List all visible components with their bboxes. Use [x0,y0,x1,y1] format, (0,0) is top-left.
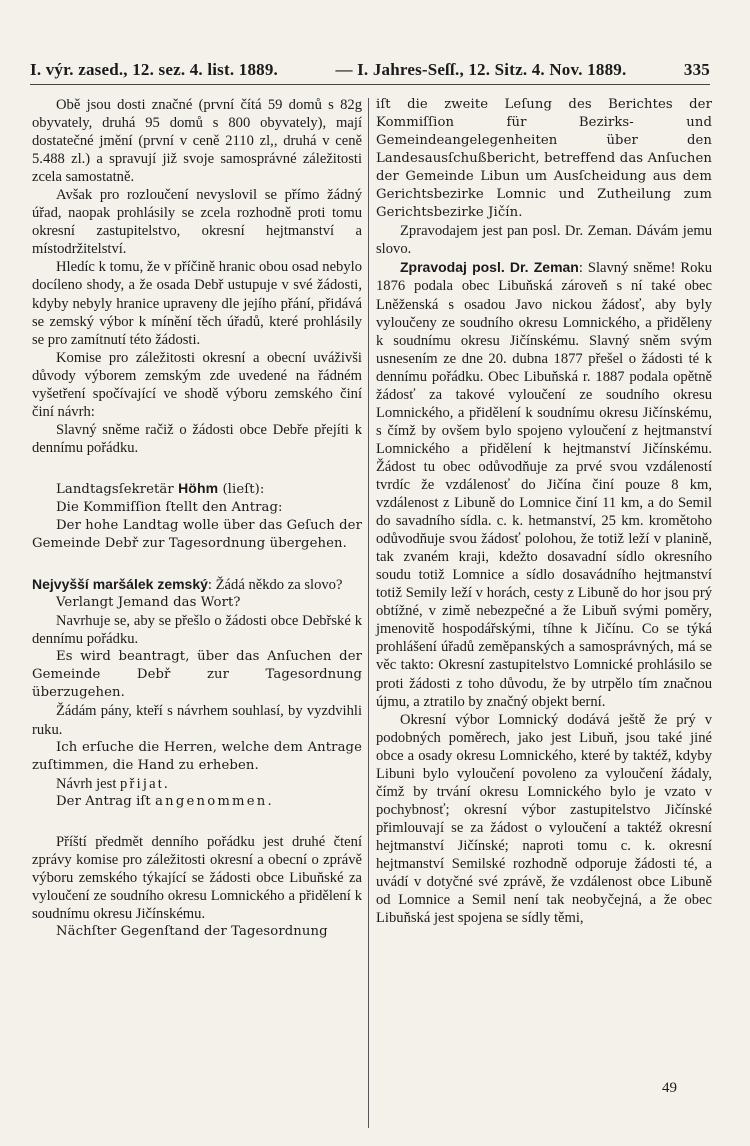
paragraph: Die Kommiſſion ſtellt den Antrag: [56,499,283,515]
running-header [30,60,710,80]
signature-number: 49 [662,1080,677,1096]
paragraph: Komise pro záležitosti okresní a obecní uváživši důvody výborem zemským zde uvedené na řádném vyšetření spočívající ve shodě výboru zemského činí činí návrh: [32,349,362,420]
speaker-name: Nejvyšší maršálek zemský [32,576,208,593]
paragraph: Verlangt Jemand das Wort? [56,595,241,611]
speaker-line: Landtagsſekretär Höhm (lieſt): [56,479,265,497]
paragraph: Zpravodajem jest pan posl. Dr. Zeman. Dávám jemu slovo. [376,223,712,258]
left-column [32,96,362,941]
paragraph: Der Antrag iſt angenommen. [56,793,272,809]
paragraph: iſt die zweite Leſung des Berichtes der Kommiſſion für Bezirks- und Gemeindeangelegenheiten über den Landesausſchußbericht, betreffend das Anſuchen der Gemeinde Libun um Ausſcheidung aus dem Gerichtsbezirke Lomnic und Zutheilung zum Gerichtsbezirke Jičín. [376,97,712,221]
paragraph: Hledíc k tomu, že v příčině hranic obou osad nebylo docíleno shody, a že osada Debř ustupuje v své žádosti, kdyby nebyly hranice upraveny dle jejího přání, přidává se zemský výbor k mínění těch úřadů, které prohlásily se pro zamítnutí této žádosti. [32,259,362,348]
paragraph: Ich erſuche die Herren, welche dem Antrage zuſtimmen, die Hand zu erheben. [32,739,362,773]
page-number: 335 [683,60,710,79]
paragraph: Der hohe Landtag wolle über das Geſuch der Gemeinde Debř zur Tagesordnung übergehen. [32,518,362,552]
right-column [376,96,712,927]
header-left: I. výr. zased., 12. sez. 4. list. 1889. [30,60,278,79]
paragraph: Okresní výbor Lomnický dodává ještě že prý v podobných poměrech, jako jest Libuň, jsou také jiné obce a osady okresu Lomnického, které by taktéž, kdyby Libuni bylo vyloučení povoleno za vyloučení žádaly, čímž by trvání okresu Lomnického bylo je vzato v pochybnosť; okresní výbor zastupitelstvo Jičínské přimlouvají se za žádost o vyloučení a taktéž okresní hejtmanství Jičínské; naproti tomu c. k. okresní hejtmanství Semilské rozhodně odporuje žádosti té, a uvádí v dotyčné své zprávě, že vzdálenost obce Libuně od Lomnice a Semil není tak neobyčejná, a že obec Libuňská jest spojena se sídly těmi, [376,711,712,927]
header-rule [30,84,710,85]
paragraph: Navrhuje se, aby se přešlo o žádosti obce Debřské k dennímu pořádku. [32,613,362,648]
speaker-name: Zpravodaj posl. Dr. Zeman [400,259,579,276]
paragraph: Avšak pro rozloučení nevyslovil se přímo žádný úřad, naopak prohlásily se zcela rozhodně proti tomu okresní zastupitelstvo, okresní hejtmanství a místodržitelství. [32,187,362,258]
column-divider [368,98,369,1128]
paragraph: Slavný sněme račiž o žádosti obce Debře přejíti k dennímu pořádku. [32,421,362,456]
speaker-name: Höhm [178,479,219,496]
paragraph: Nächſter Gegenſtand der Tagesordnung [56,923,328,939]
paragraph: Příští předmět denního pořádku jest druhé čtení zprávy komise pro záležitosti okresní a obecní o zprávě výboru zemského týkající se žádosti obce Libuňské za vyloučení ze soudního okresu Lomnického a přidělení k soudnímu okresu Jičínskému. [32,833,362,922]
paragraph: Návrh jest přijat. [56,775,168,792]
speaker-line: Zpravodaj posl. Dr. Zeman: Slavný sněme! Roku 1876 podala obec Libuňská zároveň s ní také obec Lněženská s osadou Javo nickou žádosť, aby byly vyloučeny ze soudního okresu Lomnického, a přiděleny k soudnímu okresu Jičínskému. Slavný sněm svým usnesením ze dne 20. dubna 1877 přešel o žádosti té k dennímu pořádku. Obec Libuňská r. 1887 podala opětně žádosť za takové vyloučení ze soudního okresu Lomnického, a přidělení k soudnímu okresu Jičínskému, s čímž by ovšem bylo spojeno vyloučení z hejtmanství Lomnického a přidělení k hejtmanství Jičínskému. Žádost tu obec odůvodňuje za prvé svou vzdáleností tvrdíc že vzdálenosť do Jičína činí pouze 8 km, vzdálenost z Libuně do Lomnice činí 11 km, a do Semil do savadního sídla. c. k. hetmanství, 25 km. kromětoho odůvodňuje svou žádosť polohou, že totiž leží v planině, tak zvaném kraji, kdežto dosavadní sídlo okresního soudu totiž Lomnice a sídlo dosavádního hejtmanství totiž Semily leží v horách, cesty z Libuně do hor jsou prý obtížné, v zimě nebezpečné a že Libuň svými poměry, jmenovitě hospodářskými, tíhne k Jičínu. Co se týká prohlášení úřadů zeměpanských a samosprávných, má se věc takto: Okresní zastupitelstvo Lomnické prohlásilo se proti žádosti z toho důvodu, že by utrpělo tím značnou újmu, a ztratilo by značný objekt berní. [376,259,713,710]
speaker-line: Nejvyšší maršálek zemský: Žádá někdo za slovo? [32,576,343,594]
header-right: — I. Jahres-Seſſ., 12. Sitz. 4. Nov. 1889. [335,60,627,79]
paragraph: Obě jsou dosti značné (první čítá 59 domů s 82g obyvately, druhá 95 domů s 800 obyvately), mají dostatečné jmění (první v ceně 2110 zl,, druhá v ceně 5.488 zl.) a spravují již svoje samosprávné záležitosti zcela samostatně. [32,97,362,186]
paragraph: Žádám pány, kteří s návrhem souhlasí, by vyzdvihli ruku. [32,703,362,738]
paragraph: Es wird beantragt, über das Anſuchen der Gemeinde Debř zur Tagesordnung überzugehen. [32,649,362,701]
